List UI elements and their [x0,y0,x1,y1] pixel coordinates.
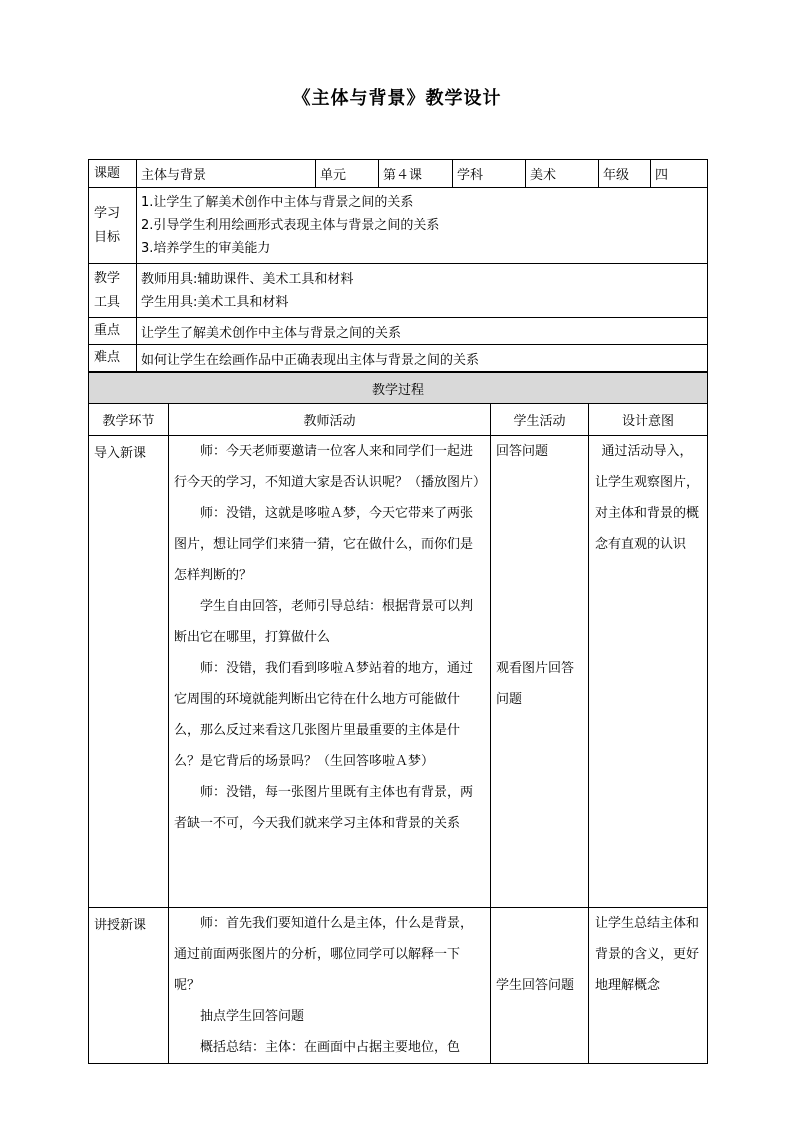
teach-student-activity [491,908,589,1064]
document-title: 《主体与背景》教学设计 [292,88,502,109]
lesson-value: 主体与背景 [137,160,316,188]
teach-stage: 讲授新课 [89,908,169,1064]
objective-item: 3.培养学生的审美能力 [141,241,271,256]
teacher-paragraph: 学生自由回答，老师引导总结：根据背景可以判断出它在哪里，打算做什么 [174,599,474,645]
info-row-basic [89,160,708,188]
key-label: 重点 [89,318,137,345]
objectives-label [89,188,137,264]
student-activity-1: 回答问题 [496,444,549,459]
objectives-list [137,188,708,264]
info-row-key [89,318,708,345]
lesson-info-table [88,159,708,372]
tool-item: 学生用具:美术工具和材料 [141,294,289,310]
teacher-paragraph: 师：没错，我们看到哆啦Ａ梦站着的地方，通过它周围的环境就能判断出它待在什么地方可能做什么，那么反过来看这几张图片里最重要的主体是什么？是它背后的场景吗？（生回答哆啦Ａ梦） [174,661,474,769]
objectives-label-line-1: 学习 [94,205,121,221]
teacher-paragraph: 抽点学生回答问题 [200,1009,305,1024]
teach-teacher-activity [169,908,491,1064]
tools-label-line-2: 工具 [94,294,121,310]
objectives-label-line-2: 目标 [94,229,121,245]
column-header-row [89,404,708,436]
grade-value: 四 [651,160,708,188]
process-header: 教学过程 [89,373,708,404]
unit-value: 第４课 [379,160,453,188]
subject-label: 学科 [453,160,526,188]
column-header-stage: 教学环节 [89,404,169,436]
info-row-difficulty [89,345,708,372]
column-header-student: 学生活动 [491,404,589,436]
tools-label-line-1: 教学 [94,270,121,286]
info-row-tools [89,264,708,318]
process-table [88,372,708,1064]
column-header-intent: 设计意图 [589,404,708,436]
difficulty-value: 如何让学生在绘画作品中正确表现出主体与背景之间的关系 [137,345,708,372]
intro-row [89,436,708,908]
teacher-paragraph: 师：首先我们要知道什么是主体，什么是背景，通过前面两张图片的分析，哪位同学可以解释一下呢？ [174,916,474,993]
student-activity-2: 观看图片回答问题 [496,661,575,707]
lesson-label: 课题 [89,160,137,188]
unit-label: 单元 [316,160,379,188]
teach-row [89,908,708,1064]
intent-text: 让学生总结主体和背景的含义，更好地理解概念 [595,916,700,993]
teacher-paragraph: 师：没错，这就是哆啦Ａ梦，今天它带来了两张图片，想让同学们来猜一猜，它在做什么，而你们是怎样判断的？ [174,506,474,583]
objective-item: 2.引导学生利用绘画形式表现主体与背景之间的关系 [141,218,440,233]
objective-item: 1.让学生了解美术创作中主体与背景之间的关系 [141,195,414,210]
intro-student-activity [491,436,589,908]
teacher-paragraph: 师：没错，每一张图片里既有主体也有背景，两者缺一不可，今天我们就来学习主体和背景的关系 [174,785,474,831]
intro-teacher-activity [169,436,491,908]
difficulty-label: 难点 [89,345,137,372]
tools-list [137,264,708,318]
tools-label [89,264,137,318]
intro-stage: 导入新课 [89,436,169,908]
info-row-objectives [89,188,708,264]
teacher-paragraph: 师：今天老师要邀请一位客人来和同学们一起进行今天的学习，不知道大家是否认识呢？（播放图片） [174,444,487,490]
key-value: 让学生了解美术创作中主体与背景之间的关系 [137,318,708,345]
intro-intent [589,436,708,908]
intent-text: 通过活动导入，让学生观察图片，对主体和背景的概念有直观的认识 [595,444,700,552]
grade-label: 年级 [599,160,651,188]
subject-value: 美术 [526,160,599,188]
tool-item: 教师用具:辅助课件、美术工具和材料 [141,271,354,287]
student-activity: 学生回答问题 [496,978,575,993]
column-header-teacher: 教师活动 [169,404,491,436]
teach-intent [589,908,708,1064]
process-header-row [89,373,708,404]
teacher-paragraph: 概括总结：主体：在画面中占据主要地位，色 [200,1040,461,1055]
